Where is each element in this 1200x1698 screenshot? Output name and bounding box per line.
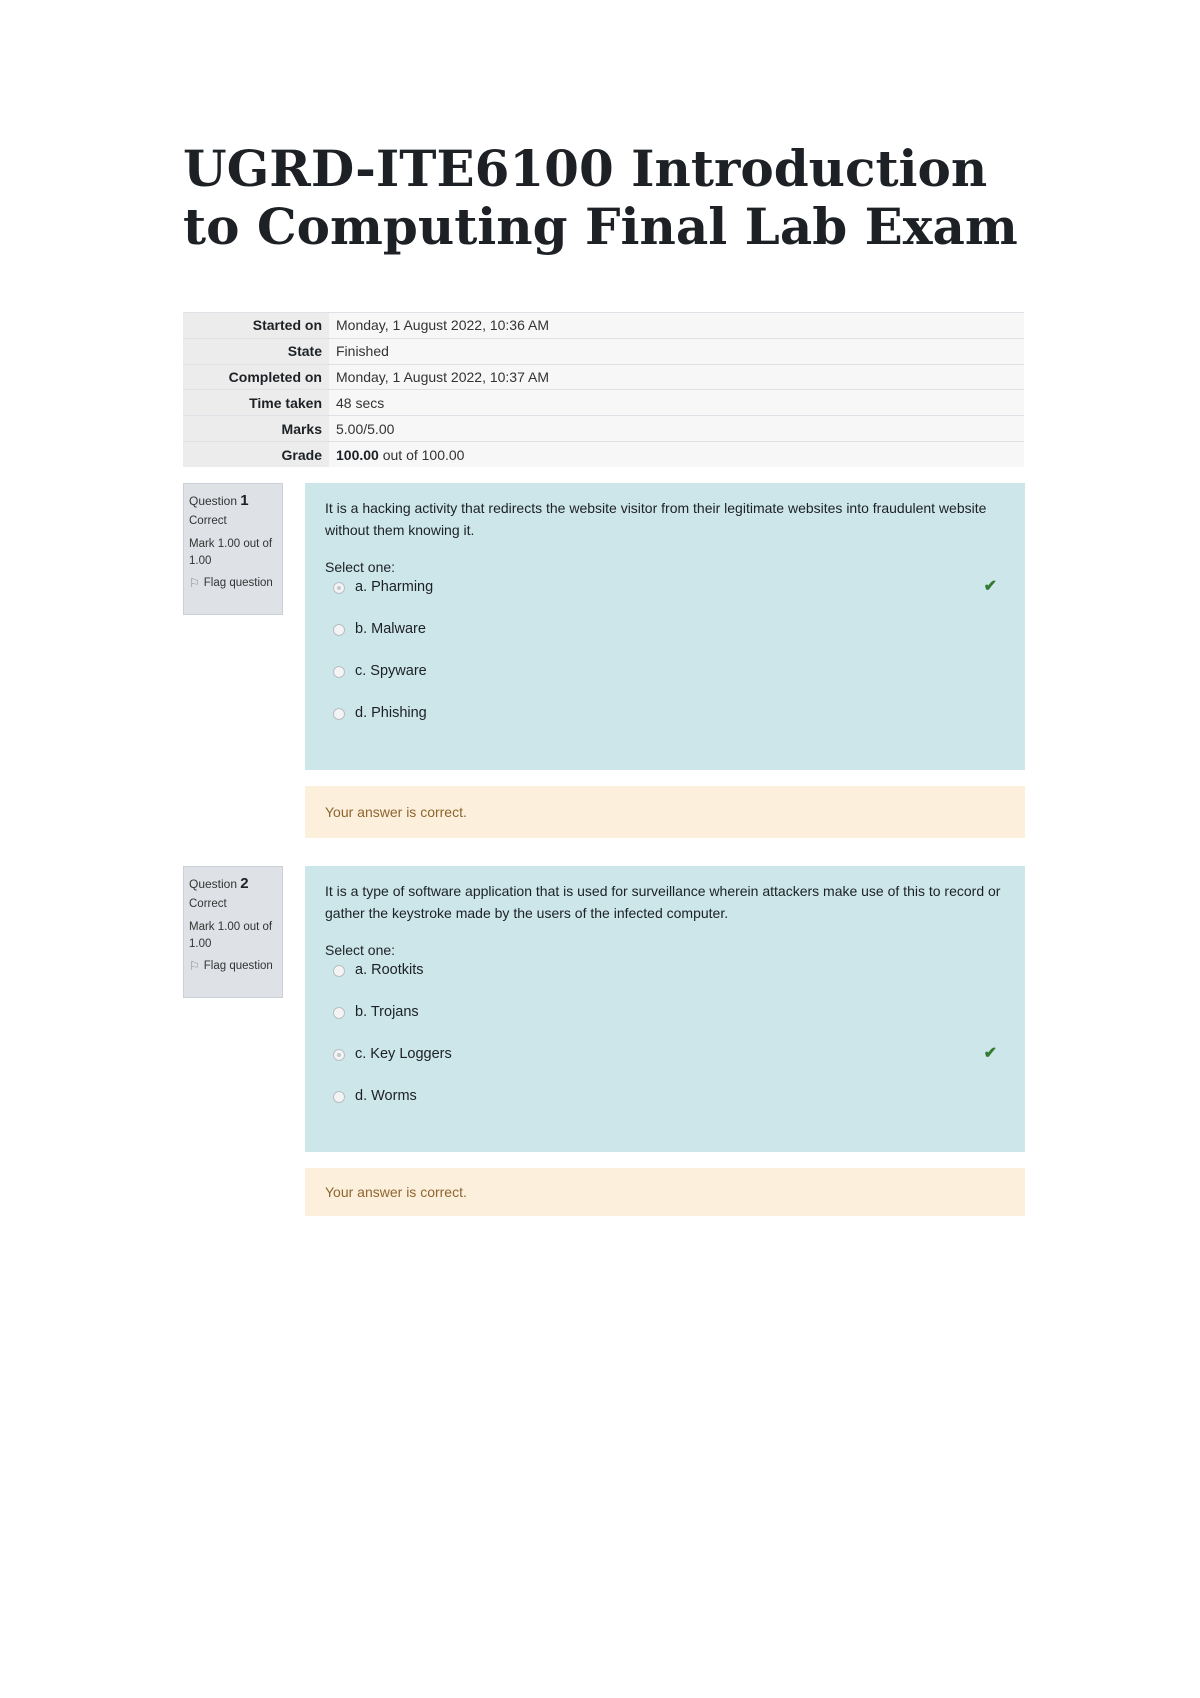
- answer-option-b[interactable]: [325, 1004, 1005, 1046]
- question-number: 2: [240, 875, 249, 892]
- question-1-feedback: Your answer is correct.: [305, 786, 1025, 838]
- summary-row-state: [183, 338, 1024, 364]
- flag-question-label: Flag question: [203, 577, 273, 589]
- summary-value: 48 secs: [329, 390, 1024, 416]
- question-mark: Mark 1.00 out of 1.00: [189, 538, 273, 567]
- question-2-content: [305, 866, 1025, 1152]
- summary-value: Monday, 1 August 2022, 10:37 AM: [329, 364, 1024, 390]
- question-text: It is a type of software application that is used for surveillance wherein attackers make use of this to record or gather the keystroke made by the users of the infected computer.: [325, 883, 1001, 921]
- answer-option-a[interactable]: [325, 579, 1005, 621]
- answer-option-d[interactable]: [325, 705, 1005, 747]
- question-text: It is a hacking activity that redirects the website visitor from their legitimate websites into fraudulent website without them knowing it.: [325, 500, 987, 538]
- answer-label: d. Worms: [355, 1088, 417, 1104]
- answer-label: c. Key Loggers: [355, 1046, 452, 1062]
- summary-label: Marks: [183, 416, 329, 442]
- question-2-info: [183, 866, 283, 998]
- answer-radio[interactable]: [333, 1049, 345, 1061]
- answer-option-d[interactable]: [325, 1088, 1005, 1130]
- summary-row-completed: [183, 364, 1024, 390]
- flag-icon: ⚐: [189, 959, 200, 973]
- question-state: Correct: [189, 898, 227, 910]
- question-number: 1: [240, 492, 249, 509]
- question-mark: Mark 1.00 out of 1.00: [189, 921, 273, 950]
- answer-radio[interactable]: [333, 708, 345, 720]
- answer-label: a. Rootkits: [355, 962, 424, 978]
- summary-value: Monday, 1 August 2022, 10:36 AM: [329, 313, 1024, 339]
- answer-radio[interactable]: [333, 624, 345, 636]
- answer-radio[interactable]: [333, 1007, 345, 1019]
- summary-label: Grade: [183, 441, 329, 467]
- answer-radio[interactable]: [333, 582, 345, 594]
- answer-option-c[interactable]: [325, 1046, 1005, 1088]
- summary-row-marks: [183, 416, 1024, 442]
- select-one-prompt: Select one:: [325, 942, 396, 958]
- question-label: Question: [189, 494, 238, 508]
- grade-out-of: out of 100.00: [378, 446, 465, 463]
- flag-question-label: Flag question: [203, 960, 273, 972]
- page-title: UGRD-ITE6100 Introduction to Computing Final Lab Exam: [183, 139, 1018, 256]
- summary-value: Finished: [329, 338, 1024, 364]
- summary-label: Completed on: [183, 364, 329, 390]
- flag-question-link[interactable]: [189, 958, 277, 975]
- answer-radio[interactable]: [333, 666, 345, 678]
- summary-row-grade: [183, 441, 1024, 467]
- question-1-content: [305, 483, 1025, 770]
- flag-icon: ⚐: [189, 576, 200, 590]
- summary-row-started: [183, 313, 1024, 339]
- grade-value: 100.00: [336, 446, 379, 463]
- summary-value: 5.00/5.00: [329, 416, 1024, 442]
- check-icon: ✔: [983, 1045, 997, 1062]
- question-state: Correct: [189, 515, 227, 527]
- question-label: Question: [189, 877, 238, 891]
- answer-option-b[interactable]: [325, 621, 1005, 663]
- summary-label: Started on: [183, 313, 329, 339]
- answer-radio[interactable]: [333, 1091, 345, 1103]
- answer-label: c. Spyware: [355, 663, 427, 679]
- question-2-feedback: Your answer is correct.: [305, 1168, 1025, 1216]
- answer-label: a. Pharming: [355, 579, 434, 595]
- check-icon: ✔: [983, 578, 997, 595]
- flag-question-link[interactable]: [189, 575, 277, 592]
- answer-label: b. Trojans: [355, 1004, 419, 1020]
- summary-row-time-taken: [183, 390, 1024, 416]
- answer-radio[interactable]: [333, 965, 345, 977]
- summary-label: Time taken: [183, 390, 329, 416]
- question-1-info: [183, 483, 283, 615]
- answer-label: b. Malware: [355, 621, 426, 637]
- attempt-summary-table: [183, 312, 1024, 467]
- summary-label: State: [183, 338, 329, 364]
- summary-value: [329, 441, 1024, 467]
- answer-label: d. Phishing: [355, 705, 427, 721]
- answer-option-c[interactable]: [325, 663, 1005, 705]
- answer-option-a[interactable]: [325, 962, 1005, 1004]
- select-one-prompt: Select one:: [325, 559, 396, 575]
